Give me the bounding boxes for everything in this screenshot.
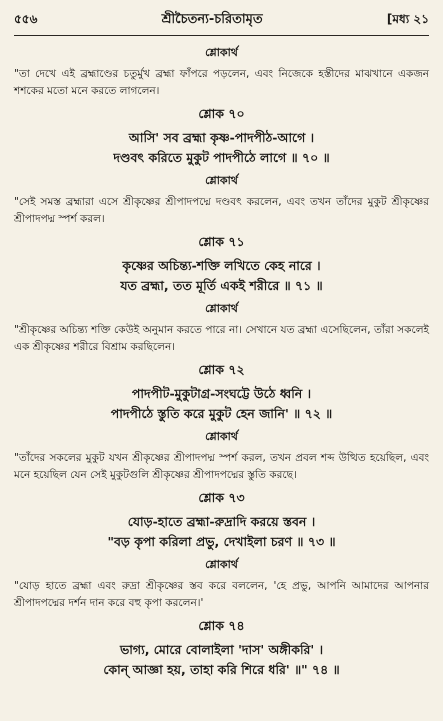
translation-text: "তাঁদের সকলের মুকুট যখন শ্রীকৃষ্ণের শ্রীপাদপদ্ম স্পর্শ করল, তখন প্রবল শব্দ উত্থিত হয়েছিল, এবং মনে হয়েছিল যেন সেই মুকুটগুলি শ্রীকৃষ্ণের শ্রীপাদপদ্মের স্তুতি করছে। bbox=[14, 452, 429, 481]
verse-line: পাদপীঠে স্তুতি করে মুকুট হেন জানি' ॥ ৭২ ॥ bbox=[110, 406, 333, 421]
verse-number: শ্লোক ৭৪ bbox=[198, 618, 245, 633]
verse-line: আসি' সব ব্রহ্মা কৃষ্ণ-পাদপীঠ-আগে । bbox=[128, 130, 315, 145]
header-rule bbox=[14, 35, 429, 36]
translation-heading: শ্লোকার্থ bbox=[205, 302, 238, 315]
verse-line: কোন্ আজ্ঞা হয়, তাহা করি শিরে ধরি' ॥" ৭৪ ॥ bbox=[103, 662, 340, 677]
translation-heading: শ্লোকার্থ bbox=[205, 430, 238, 443]
verse-line: "বড় কৃপা করিলা প্রভু, দেখাইলা চরণ ॥ ৭৩ ॥ bbox=[107, 534, 336, 549]
verse-line: যত ব্রহ্মা, তত মূর্তি একই শরীরে ॥ ৭১ ॥ bbox=[120, 278, 323, 293]
verse-line: দণ্ডবৎ করিতে মুকুট পাদপীঠে লাগে ॥ ৭০ ॥ bbox=[113, 150, 330, 165]
verse-line: যোড়-হাতে ব্রহ্মা-রুদ্রাদি করয়ে স্তবন । bbox=[127, 514, 316, 529]
translation-text: "যোড় হাতে ব্রহ্মা এবং রুদ্রা শ্রীকৃষ্ণের স্তব করে বললেন, 'হে প্রভু, আপনি আমাদের আপনার শ্রীপাদপদ্মের দর্শন দান করে বহু কৃপা করলেন।' bbox=[14, 580, 429, 609]
verse-number: শ্লোক ৭৩ bbox=[198, 490, 245, 505]
verse-line: ভাগ্য, মোরে বোলাইলা 'দাস' অঙ্গীকরি' । bbox=[119, 642, 324, 657]
translation-text: "সেই সমস্ত ব্রহ্মারা এসে শ্রীকৃষ্ণের শ্রীপাদপদ্মে দণ্ডবৎ করলেন, এবং তখন তাঁদের মুকুট শ্রীকৃষ্ণের শ্রীপাদপদ্ম স্পর্শ করল। bbox=[14, 196, 429, 225]
verse-line: কৃষ্ণের অচিন্ত্য-শক্তি লখিতে কেহ নারে । bbox=[122, 258, 321, 273]
page-number: ৫৫৬ bbox=[14, 12, 38, 26]
translation-text: "শ্রীকৃষ্ণের অচিন্ত্য শক্তি কেউই অনুমান করতে পারে না। সেখানে যত ব্রহ্মা এসেছিলেন, তাঁরা সকলেই এক শ্রীকৃষ্ণের শরীরে বিশ্রাম করছিলেন। bbox=[14, 324, 429, 353]
verse-number: শ্লোক ৭২ bbox=[198, 362, 245, 377]
verse-number: শ্লোক ৭১ bbox=[198, 234, 245, 249]
verse-number: শ্লোক ৭০ bbox=[198, 106, 245, 121]
translation-heading: শ্লোকার্থ bbox=[205, 46, 238, 59]
running-header bbox=[14, 10, 429, 33]
verse-line: পাদপীট-মুকুটাগ্র-সংঘট্টে উঠে ধ্বনি । bbox=[131, 386, 312, 401]
translation-text: "তা দেখে এই ব্রহ্মাণ্ডের চতুর্মুখ ব্রহ্মা ফাঁপরে পড়লেন, এবং নিজেকে হস্তীদের মাঝখানে একজন শশকের মতো মনে করতে লাগলেন। bbox=[14, 68, 429, 97]
book-title: শ্রীচৈতন্য-চরিতামৃত bbox=[161, 12, 263, 27]
translation-heading: শ্লোকার্থ bbox=[205, 558, 238, 571]
section-label: [মধ্য ২১ bbox=[386, 12, 429, 26]
translation-heading: শ্লোকার্থ bbox=[205, 174, 238, 187]
